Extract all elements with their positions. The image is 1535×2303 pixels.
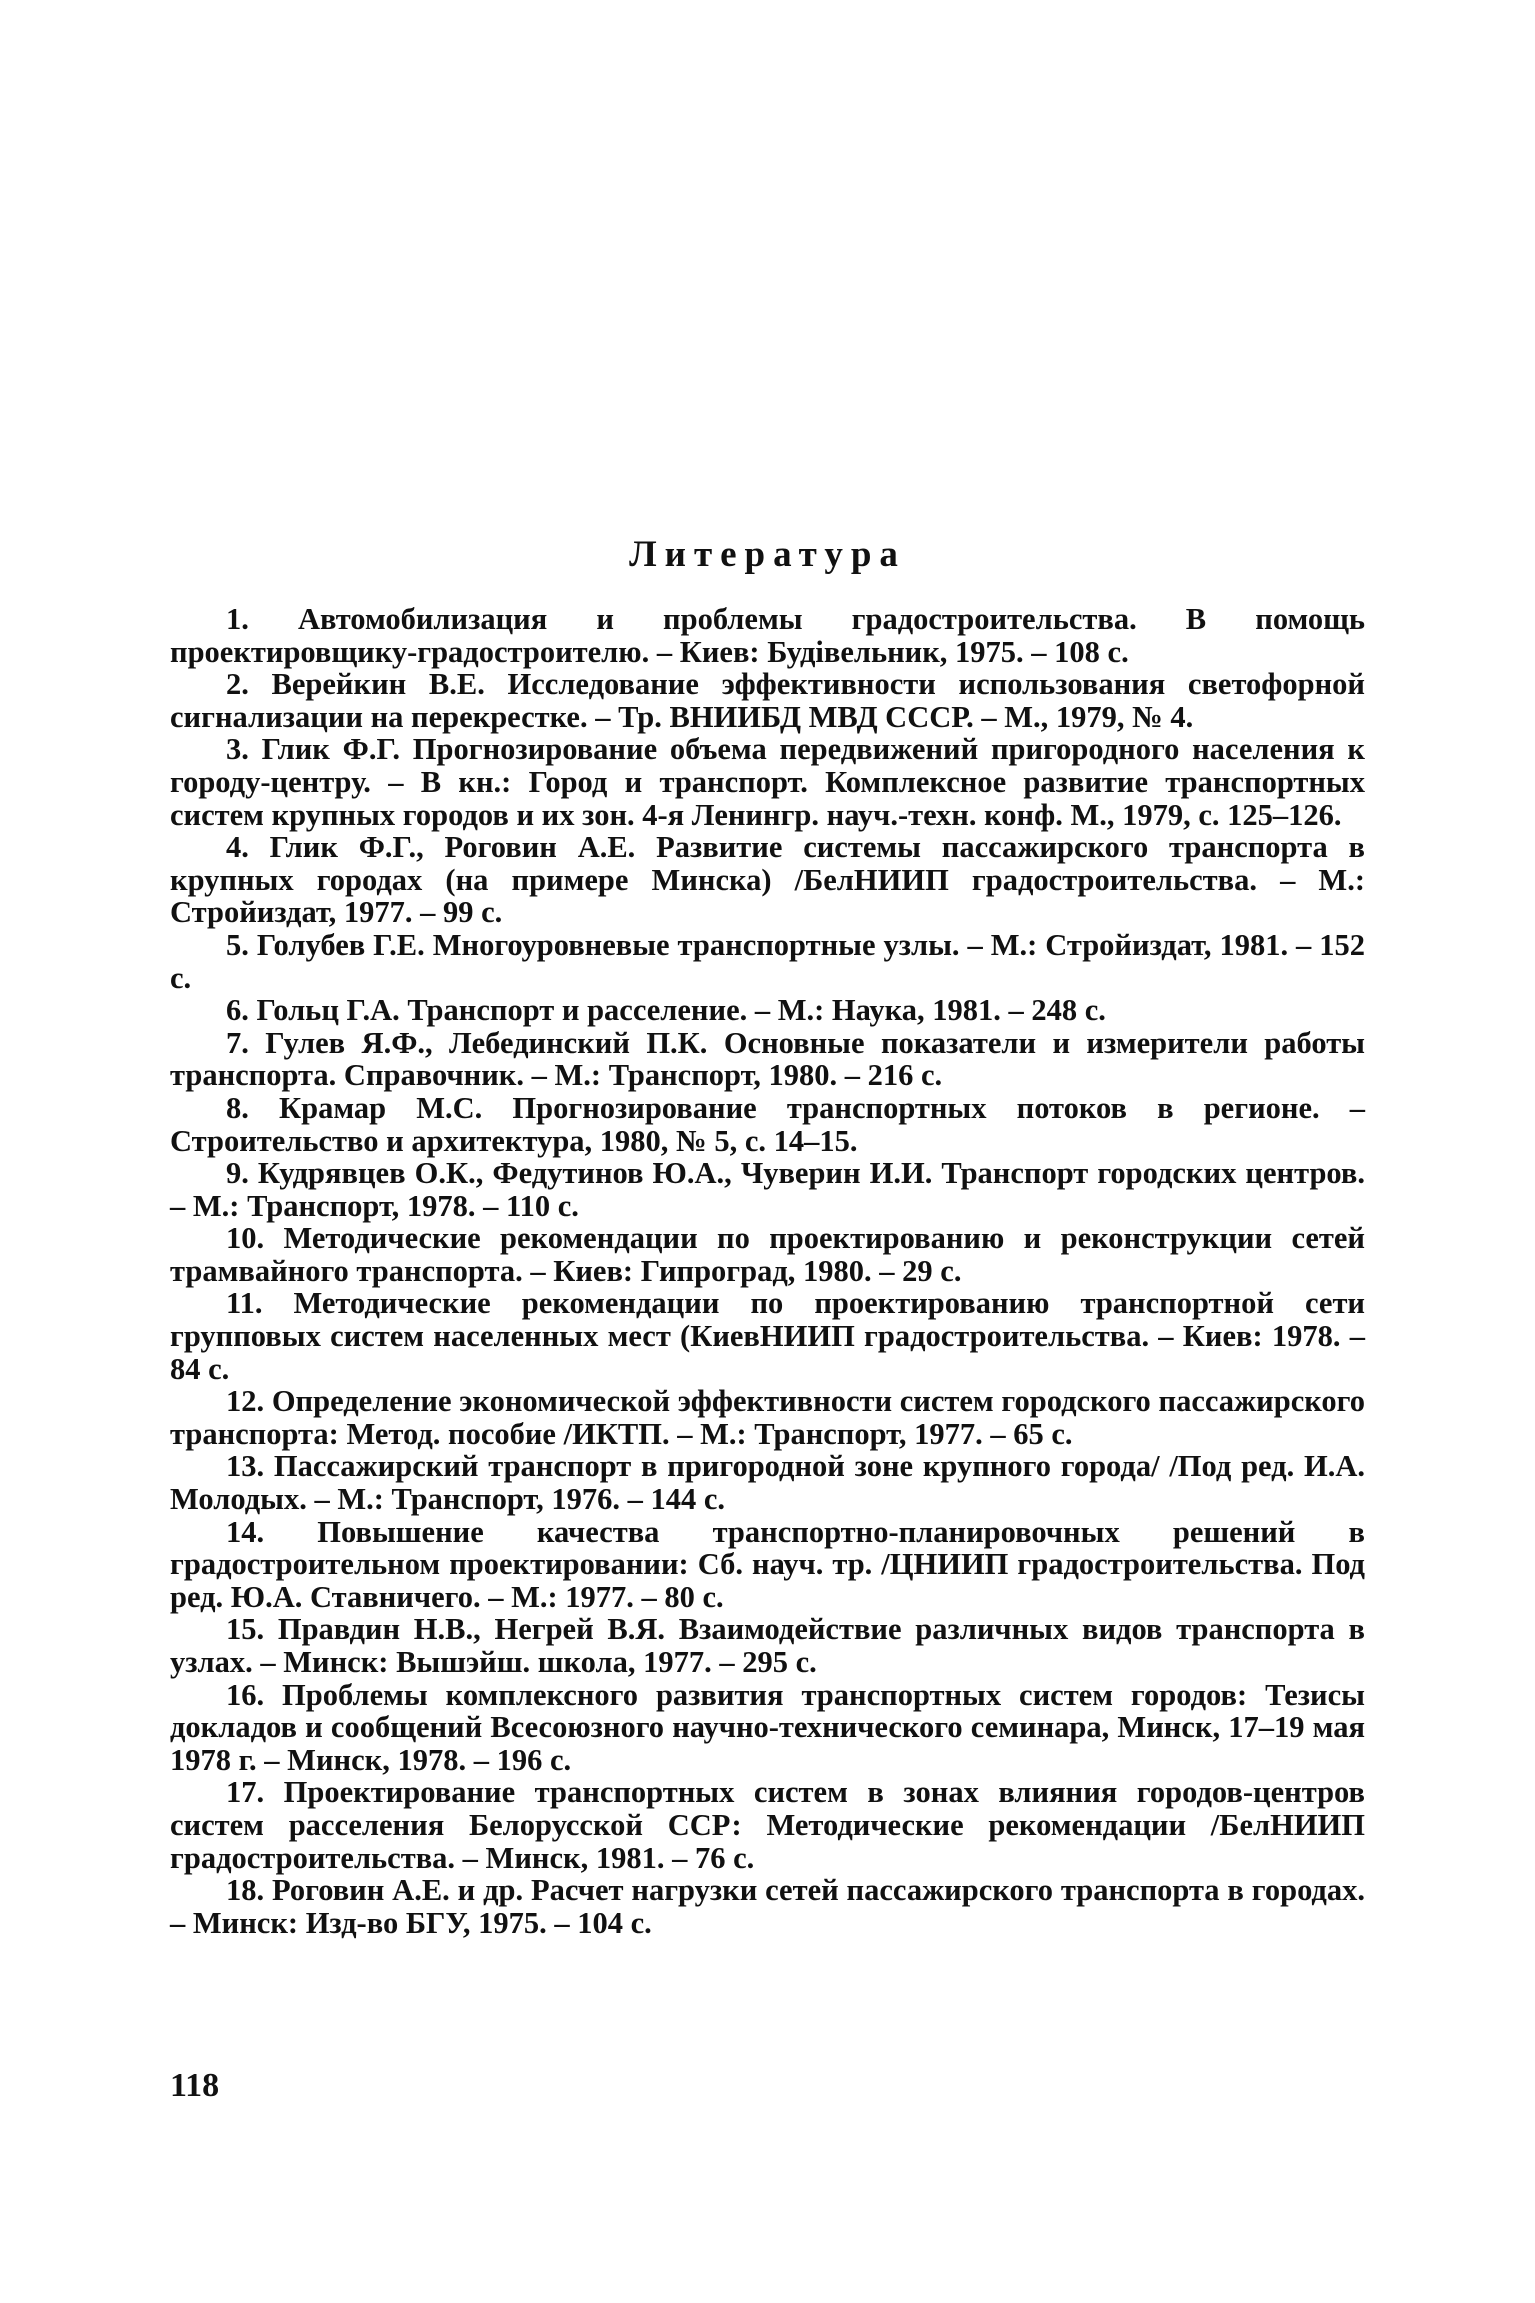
reference-item: 7. Гулев Я.Ф., Лебединский П.К. Основные показатели и измерители работы транспорта. Справочник. – М.: Транспорт, 1980. – 216 с. [170, 1025, 1365, 1093]
reference-item: 10. Методические рекомендации по проектированию и реконструкции сетей трамвайного транспорта. – Киев: Гипроград, 1980. – 29 с. [170, 1221, 1365, 1288]
reference-item: 4. Глик Ф.Г., Роговин А.Е. Развитие системы пассажирского транспорта в крупных городах (на примере Минска) /БелНИИП градостроительства. – М.: Стройиздат, 1977. – 99 с. [170, 830, 1365, 930]
reference-item: 18. Роговин А.Е. и др. Расчет нагрузки сетей пассажирского транспорта в городах. – Минск: Изд-во БГУ, 1975. – 104 с. [170, 1873, 1365, 1940]
reference-item: 14. Повышение качества транспортно-планировочных решений в градостроительном проектировании: Сб. науч. тр. /ЦНИИП градостроительства. Под ред. Ю.А. Ставничего. – М.: 1977. – 80 с. [170, 1514, 1365, 1614]
reference-item: 12. Определение экономической эффективности систем городского пассажирского транспорта: Метод. пособие /ИКТП. – М.: Транспорт, 1977. – 65 с. [170, 1384, 1365, 1451]
reference-item: 5. Голубев Г.Е. Многоуровневые транспортные узлы. – М.: Стройиздат, 1981. – 152 с. [170, 927, 1365, 995]
reference-item: 16. Проблемы комплексного развития транспортных систем городов: Тезисы докладов и сообщений Всесоюзного научно-технического семинара, Минск, 17–19 мая 1978 г. – Минск, 1978. – 196 с. [170, 1677, 1365, 1777]
reference-list [170, 603, 1365, 1939]
reference-item: 13. Пассажирский транспорт в пригородной зоне крупного города/ /Под ред. И.А. Молодых. – М.: Транспорт, 1976. – 144 с. [170, 1449, 1365, 1517]
reference-item: 3. Глик Ф.Г. Прогнозирование объема передвижений пригородного населения к городу-центру. – В кн.: Город и транспорт. Комплексное развитие транспортных систем крупных городов и их зон. 4-я Ленингр. науч.-техн. конф. М., 1979, с. 125–126. [170, 732, 1365, 832]
reference-item: 15. Правдин Н.В., Негрей В.Я. Взаимодействие различных видов транспорта в узлах. – Минск: Вышэйш. школа, 1977. – 295 с. [170, 1612, 1365, 1679]
reference-item: 11. Методические рекомендации по проектированию транспортной сети групповых систем населенных мест (КиевНИИП градостроительства. – Киев: 1978. – 84 с. [170, 1286, 1365, 1386]
reference-item: 6. Гольц Г.А. Транспорт и расселение. – М.: Наука, 1981. – 248 с. [226, 993, 1106, 1028]
page-title: Литература [629, 534, 906, 575]
reference-item: 8. Крамар М.С. Прогнозирование транспортных потоков в регионе. – Строительство и архитектура, 1980, № 5, с. 14–15. [170, 1090, 1365, 1158]
reference-item: 9. Кудрявцев О.К., Федутинов Ю.А., Чуверин И.И. Транспорт городских центров. – М.: Транспорт, 1978. – 110 с. [170, 1156, 1365, 1223]
page-number: 118 [170, 2067, 220, 2104]
reference-item: 1. Автомобилизация и проблемы градостроительства. В помощь проектировщику-градостроителю. – Киев: Будівельник, 1975. – 108 с. [170, 602, 1365, 669]
reference-item: 2. Верейкин В.Е. Исследование эффективности использования светофорной сигнализации на перекрестке. – Тр. ВНИИБД МВД СССР. – М., 1979, № 4. [170, 667, 1365, 734]
reference-item: 17. Проектирование транспортных систем в зонах влияния городов-центров систем расселения Белорусской ССР: Методические рекомендации /БелНИИП градостроительства. – Минск, 1981. – 76 с. [170, 1775, 1365, 1875]
